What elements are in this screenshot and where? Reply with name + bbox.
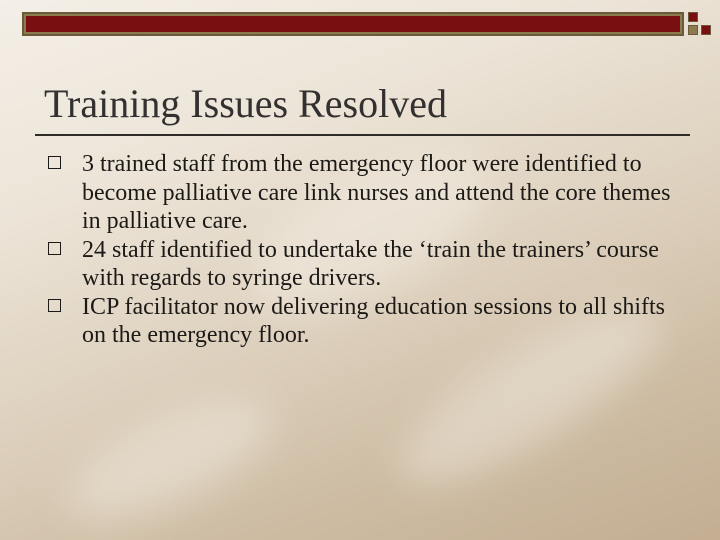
background-highlight [53, 377, 286, 540]
header-accent-bar [22, 12, 684, 36]
corner-square-icon [688, 12, 698, 22]
hollow-square-icon [48, 299, 61, 312]
hollow-square-icon [48, 242, 61, 255]
bullet-list [48, 150, 688, 350]
bullet-item [48, 150, 688, 236]
corner-square-icon [701, 25, 711, 35]
slide-title: Training Issues Resolved [44, 81, 447, 126]
corner-square-icon [688, 25, 698, 35]
header-accent-fill [26, 16, 680, 32]
bullet-text: ICP facilitator now delivering education sessions to all shifts on the emergency floor. [82, 293, 666, 348]
hollow-square-icon [48, 156, 61, 169]
bullet-text: 24 staff identified to undertake the ‘train the trainers’ course with regards to syringe drivers. [82, 236, 659, 291]
title-underline [35, 134, 690, 136]
bullet-item [48, 293, 688, 350]
bullet-item [48, 236, 688, 293]
bullet-text: 3 trained staff from the emergency floor were identified to become palliative care link nurses and attend the core themes in palliative care. [82, 151, 671, 234]
